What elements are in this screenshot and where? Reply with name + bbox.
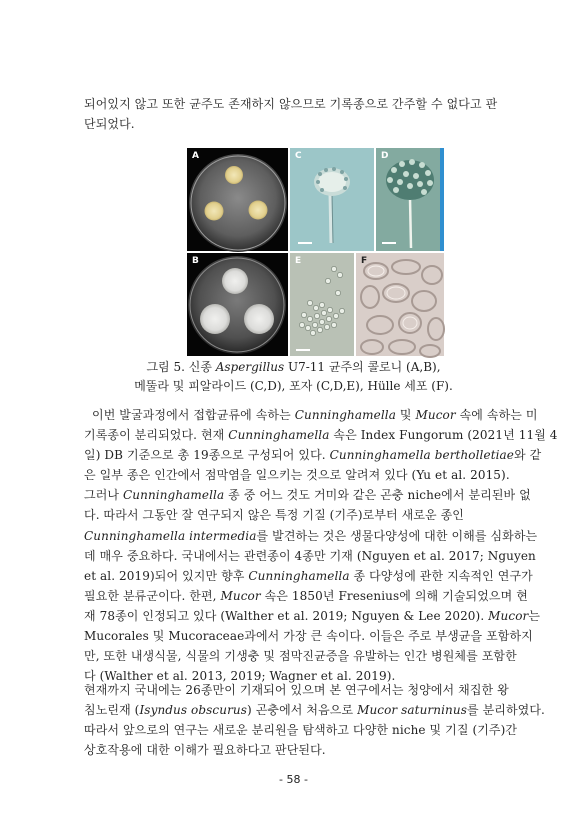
figure-panel-b xyxy=(187,253,288,356)
text-segment: 상호작용에 대한 이해가 필요하다고 판단된다. xyxy=(84,743,326,758)
page-number: - 58 - xyxy=(279,773,308,786)
text-segment: 이번 발굴과정에서 접합균류에 속하는 xyxy=(92,408,295,422)
italic-term: Cunninghamella bertholletiae xyxy=(329,448,515,463)
text-line xyxy=(84,465,514,485)
paragraph-intro xyxy=(84,94,514,134)
panel-label-b: B xyxy=(192,256,199,266)
text-segment: 그러나 xyxy=(84,488,123,503)
paragraph-conclusion xyxy=(84,680,545,760)
text-segment: 및 xyxy=(395,408,416,422)
figure-caption-line2: 메뚤라 및 피알라이드 (C,D), 포자 (C,D,E), Hülle 세포 (F). xyxy=(134,379,453,393)
text-line xyxy=(84,646,517,666)
italic-term: Cunninghamella xyxy=(228,428,330,443)
text-segment: 속은 Index Fungorum (2021년 11월 4 xyxy=(329,428,558,443)
text-line xyxy=(84,405,538,425)
panel-label-d: D xyxy=(381,151,389,161)
text-line xyxy=(84,720,518,740)
text-segment: 속에 속하는 미 xyxy=(455,408,538,422)
colony-plate-b-image xyxy=(187,253,288,356)
text-line xyxy=(84,425,558,445)
text-segment: 와 같 xyxy=(514,448,542,463)
text-segment: 다. 따라서 그동안 잘 연구되지 않은 특정 기질 (기주)로부터 새로운 종인 xyxy=(84,508,465,523)
text-line xyxy=(84,505,514,525)
italic-term: Mucor saturninus xyxy=(357,703,467,718)
italic-term: Mucor xyxy=(488,608,529,623)
conidial-head-d-image xyxy=(376,148,444,251)
text-line: 되어있지 않고 또한 균주도 존재하지 않으므로 기록종으로 간주할 수 없다고 판 xyxy=(84,97,498,111)
text-line xyxy=(84,700,545,720)
conidiophore-c-image xyxy=(290,148,374,251)
text-segment: 를 분리하였다. xyxy=(466,703,545,718)
panel-label-a: A xyxy=(192,151,199,161)
caption-text: U7-11 균주의 콜로니 (A,B), xyxy=(284,360,441,374)
figure-5 xyxy=(187,148,444,356)
figure-panel-a xyxy=(187,148,288,251)
panel-label-f: F xyxy=(361,256,368,266)
text-segment: 종 중 어느 것도 거미와 같은 곤충 niche에서 분리된바 없 xyxy=(224,488,531,503)
text-segment: 는 xyxy=(528,608,541,623)
text-line xyxy=(84,526,538,546)
text-segment: 기록종이 분리되었다. 현재 xyxy=(84,428,229,443)
text-line xyxy=(84,606,541,626)
text-segment: 현재까지 국내에는 26종만이 기재되어 있으며 본 연구에서는 청양에서 채집한 왕 xyxy=(84,683,509,697)
panel-label-e: E xyxy=(295,256,302,266)
text-segment: 를 발견하는 것은 생물다양성에 대한 이해를 심화하는 xyxy=(256,528,538,543)
text-line xyxy=(84,586,528,606)
text-line xyxy=(84,485,531,505)
text-segment: et al. 2019)되어 있지만 향후 xyxy=(84,568,249,583)
text-line: 단되었다. xyxy=(84,117,135,132)
text-line xyxy=(84,626,533,646)
text-segment: 재 78종이 인정되고 있다 (Walther et al. 2019; Nguyen & Lee 2020). xyxy=(84,608,489,623)
italic-term: Mucor xyxy=(220,588,261,603)
caption-text: 그림 5. 신종 xyxy=(146,360,216,374)
text-line xyxy=(84,680,514,700)
text-segment: ) 곤충에서 처음으로 xyxy=(247,703,358,718)
text-line xyxy=(84,566,533,586)
text-segment: 은 일부 종은 인간에서 점막염을 일으키는 것으로 알려져 있다 (Yu et al. 2015). xyxy=(84,468,510,483)
text-segment: 만, 또한 내생식물, 식물의 기생충 및 점막진균증을 유발하는 인간 병원체를 포함한 xyxy=(84,649,517,664)
text-segment: Mucorales 및 Mucoraceae과에서 가장 큰 속이다. 이들은 주로 부생균을 포함하지 xyxy=(84,629,533,644)
spores-e-image xyxy=(290,253,354,356)
figure-caption-line1 xyxy=(0,358,587,376)
text-segment: 종 다양성에 관한 지속적인 연구가 xyxy=(349,568,533,583)
hulle-cells-f-image xyxy=(356,253,444,356)
italic-term: Isyndus obscurus xyxy=(139,703,247,718)
figure-panel-d xyxy=(376,148,444,251)
text-segment: 침노린재 ( xyxy=(84,703,140,718)
italic-term: Cunninghamella intermedia xyxy=(84,528,257,543)
italic-term: Cunninghamella xyxy=(123,488,225,503)
figure-panel-e xyxy=(290,253,354,356)
text-line xyxy=(84,445,542,465)
text-segment: 필요한 분류군이다. 한편, xyxy=(84,588,221,603)
paragraph-main xyxy=(84,405,558,686)
text-segment: 데 매우 중요하다. 국내에서는 관련종이 4종만 기재 (Nguyen et al. 2017; Nguyen xyxy=(84,548,536,563)
text-segment: 따라서 앞으로의 연구는 새로운 분리원을 탐색하고 다양한 niche 및 기질 (기주)간 xyxy=(84,723,518,738)
text-line xyxy=(84,546,536,566)
text-segment: 다 (Walther et al. 2013, 2019; Wagner et al. 2019). xyxy=(84,669,396,684)
caption-genus: Aspergillus xyxy=(215,360,285,374)
colony-plate-a-image xyxy=(187,148,288,251)
figure-panel-c xyxy=(290,148,374,251)
italic-term: Mucor xyxy=(415,408,456,422)
text-segment: 일) DB 기준으로 총 19종으로 구성되어 있다. xyxy=(84,448,330,463)
figure-panel-f xyxy=(356,253,444,356)
italic-term: Cunninghamella xyxy=(248,568,350,583)
panel-label-c: C xyxy=(295,151,302,161)
text-line xyxy=(84,740,514,760)
italic-term: Cunninghamella xyxy=(294,408,396,422)
text-segment: 속은 1850년 Fresenius에 의해 기술되었으며 현 xyxy=(260,588,528,603)
